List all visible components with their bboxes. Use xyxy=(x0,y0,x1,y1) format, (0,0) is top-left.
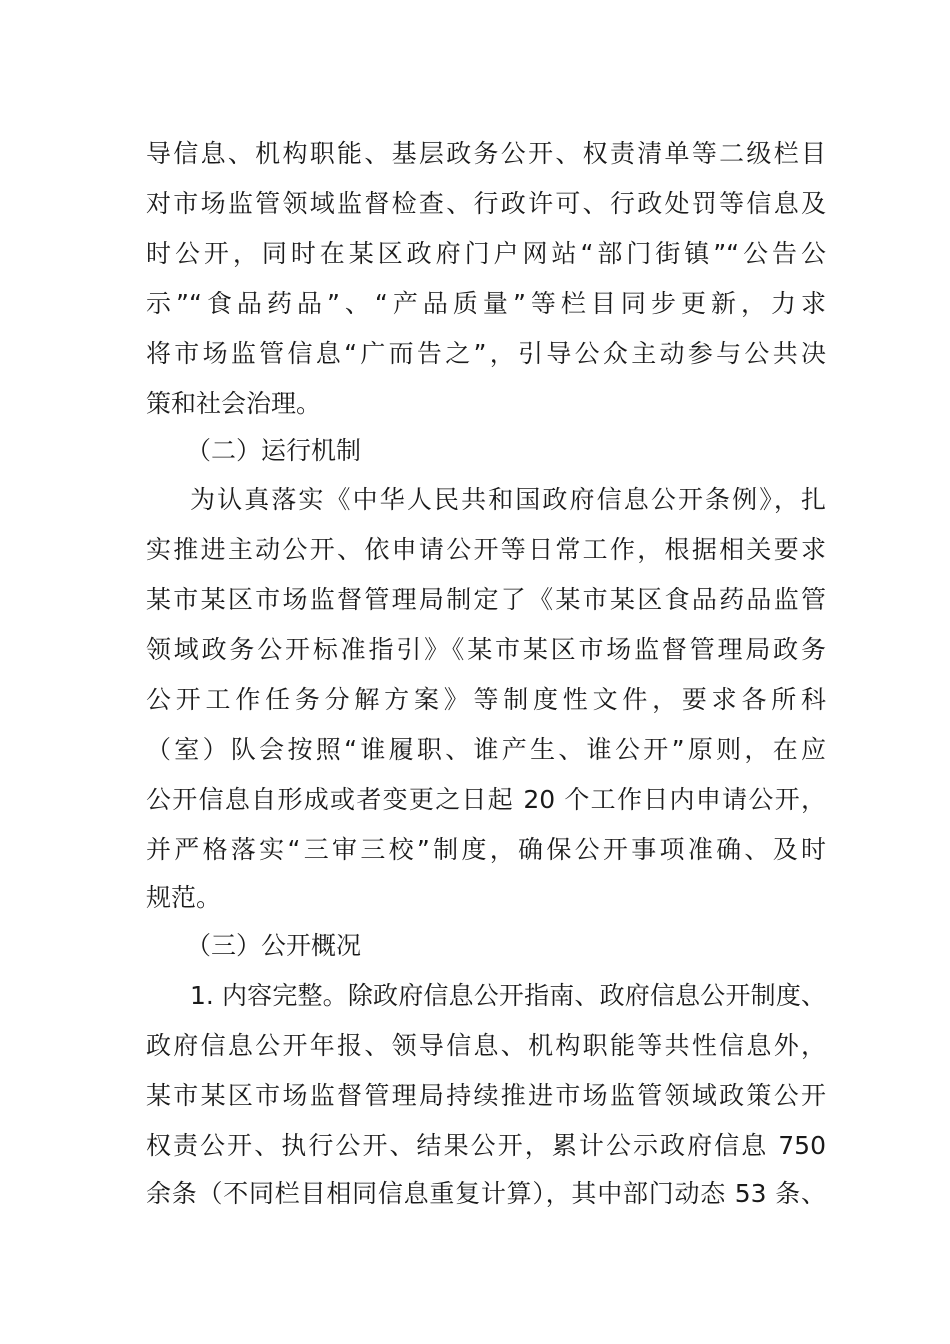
text-line: 实推进主动公开、依申请公开等日常工作，根据相关要求 xyxy=(146,535,826,564)
text-line: 时公开，同时在某区政府门户网站“部门街镇”“公告公 xyxy=(146,239,826,268)
text-line: 规范。 xyxy=(146,883,222,912)
text-line: 某市某区市场监督管理局持续推进市场监管领域政策公开 xyxy=(146,1081,826,1110)
text-line: 权责公开、执行公开、结果公开，累计公示政府信息 750 xyxy=(146,1131,826,1160)
text-line: 某市某区市场监督管理局制定了《某市某区食品药品监管 xyxy=(146,585,826,614)
paragraph-first-line: 1. 内容完整。除政府信息公开指南、政府信息公开制度、 xyxy=(190,981,826,1010)
section-heading: （二）运行机制 xyxy=(186,436,362,465)
text-line: 将市场监管信息“广而告之”，引导公众主动参与公共决 xyxy=(146,339,826,368)
text-line: 领域政务公开标准指引》《某市某区市场监督管理局政务 xyxy=(146,635,826,664)
text-line: 策和社会治理。 xyxy=(146,389,322,418)
text-line: 导信息、机构职能、基层政务公开、权责清单等二级栏目 xyxy=(146,139,826,168)
text-line: 政府信息公开年报、领导信息、机构职能等共性信息外， xyxy=(146,1031,826,1060)
text-line: 对市场监管领域监督检查、行政许可、行政处罚等信息及 xyxy=(146,189,826,218)
text-line: 并严格落实“三审三校”制度，确保公开事项准确、及时 xyxy=(146,835,826,864)
paragraph-first-line: 为认真落实《中华人民共和国政府信息公开条例》，扎 xyxy=(190,485,826,514)
text-line: （室）队会按照“谁履职、谁产生、谁公开”原则，在应 xyxy=(146,735,826,764)
text-line: 公开工作任务分解方案》等制度性文件，要求各所科 xyxy=(146,685,826,714)
text-line: 公开信息自形成或者变更之日起 20 个工作日内申请公开， xyxy=(146,785,826,814)
text-line: 示”“食品药品”、“产品质量”等栏目同步更新，力求 xyxy=(146,289,826,318)
section-heading: （三）公开概况 xyxy=(186,931,362,960)
text-line: 余条（不同栏目相同信息重复计算），其中部门动态 53 条、 xyxy=(146,1179,826,1208)
